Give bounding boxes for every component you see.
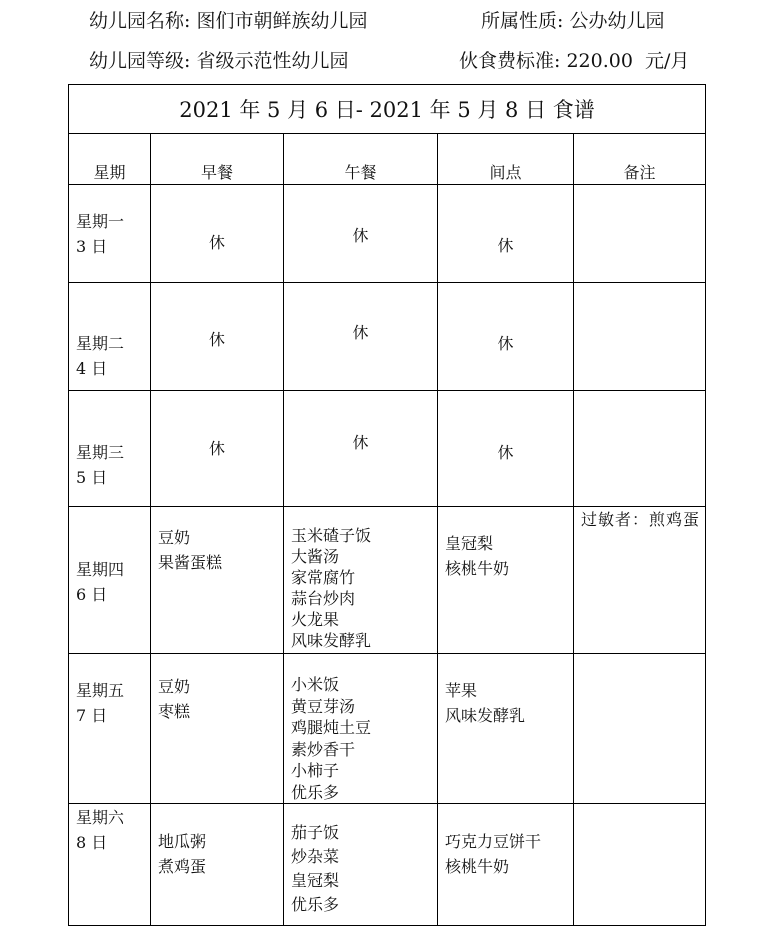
day-date: 3 日 bbox=[76, 237, 108, 256]
row-divider bbox=[68, 390, 706, 391]
breakfast-item: 果酱蛋糕 bbox=[158, 553, 223, 572]
breakfast-cell bbox=[151, 436, 283, 461]
snack-cell bbox=[438, 331, 573, 356]
lunch-item: 蒜台炒肉 bbox=[291, 589, 356, 608]
lunch-cell bbox=[284, 223, 437, 248]
column-divider bbox=[573, 133, 574, 926]
breakfast-item: 地瓜粥 bbox=[158, 832, 207, 851]
column-header-day: 星期 bbox=[93, 163, 126, 182]
day-name: 星期五 bbox=[76, 681, 125, 700]
day-name: 星期二 bbox=[76, 334, 125, 353]
day-date: 6 日 bbox=[76, 585, 108, 604]
kindergarten-name-value: 图们市朝鲜族幼儿园 bbox=[196, 10, 368, 32]
snack-cell bbox=[438, 440, 573, 465]
lunch-item: 黄豆芽汤 bbox=[291, 696, 356, 716]
breakfast-cell bbox=[158, 829, 206, 879]
lunch-item: 优乐多 bbox=[291, 895, 340, 914]
day-date: 4 日 bbox=[76, 359, 108, 378]
menu-title: 2021 年 5 月 6 日- 2021 年 5 月 8 日 食谱 bbox=[179, 98, 595, 122]
day-cell bbox=[76, 440, 124, 490]
lunch-cell bbox=[291, 525, 371, 651]
kindergarten-type bbox=[481, 6, 664, 33]
snack-item: 皇冠梨 bbox=[445, 534, 494, 553]
snack-item: 休 bbox=[497, 334, 514, 353]
lunch-item: 火龙果 bbox=[291, 610, 340, 629]
day-cell bbox=[76, 209, 124, 259]
day-cell bbox=[76, 805, 124, 855]
row-divider bbox=[68, 803, 706, 804]
note-cell: 过敏者：煎鸡蛋 bbox=[581, 510, 701, 529]
lunch-item: 休 bbox=[352, 323, 369, 342]
table-title-divider bbox=[68, 133, 706, 134]
kindergarten-name-label: 幼儿园名称: bbox=[89, 10, 191, 32]
day-cell bbox=[76, 331, 124, 381]
lunch-item: 优乐多 bbox=[291, 782, 340, 802]
kindergarten-type-label: 所属性质: bbox=[481, 10, 564, 32]
day-date: 7 日 bbox=[76, 706, 108, 725]
meal-fee-label: 伙食费标准: bbox=[459, 50, 561, 72]
breakfast-item: 休 bbox=[208, 233, 225, 252]
breakfast-item: 枣糕 bbox=[158, 702, 191, 721]
snack-cell bbox=[445, 678, 525, 728]
column-header-notes: 备注 bbox=[623, 163, 656, 182]
lunch-cell bbox=[291, 674, 371, 803]
lunch-item: 皇冠梨 bbox=[291, 871, 340, 890]
lunch-item: 小柿子 bbox=[291, 761, 340, 780]
table-border-left bbox=[68, 84, 69, 926]
lunch-item: 休 bbox=[352, 433, 369, 452]
kindergarten-grade bbox=[89, 46, 348, 73]
day-name: 星期三 bbox=[76, 443, 125, 462]
lunch-item: 鸡腿炖土豆 bbox=[291, 718, 372, 737]
breakfast-item: 豆奶 bbox=[158, 677, 191, 696]
snack-item: 风味发酵乳 bbox=[445, 706, 526, 725]
kindergarten-type-value: 公办幼儿园 bbox=[569, 10, 665, 32]
snack-item: 苹果 bbox=[445, 681, 478, 700]
lunch-item: 大酱汤 bbox=[291, 547, 340, 566]
lunch-cell bbox=[284, 430, 437, 455]
kindergarten-grade-label: 幼儿园等级: bbox=[89, 50, 191, 72]
column-header-lunch: 午餐 bbox=[344, 163, 377, 182]
lunch-item: 风味发酵乳 bbox=[291, 631, 372, 650]
day-name: 星期一 bbox=[76, 212, 125, 231]
meal-fee-unit: 元/月 bbox=[644, 50, 690, 72]
lunch-cell bbox=[291, 821, 339, 917]
day-cell bbox=[76, 557, 124, 607]
table-header-divider bbox=[68, 184, 706, 185]
column-header-snack: 间点 bbox=[489, 163, 522, 182]
day-date: 5 日 bbox=[76, 468, 108, 487]
breakfast-cell bbox=[158, 674, 190, 724]
lunch-item: 素炒香干 bbox=[291, 739, 356, 759]
snack-cell bbox=[445, 829, 541, 879]
snack-item: 休 bbox=[497, 443, 514, 462]
lunch-item: 茄子饭 bbox=[291, 823, 340, 842]
table-border-bottom bbox=[68, 925, 706, 926]
table-border-right bbox=[705, 84, 706, 926]
snack-item: 核桃牛奶 bbox=[445, 857, 510, 876]
lunch-cell bbox=[284, 320, 437, 345]
snack-item: 核桃牛奶 bbox=[445, 559, 510, 578]
lunch-item: 小米饭 bbox=[291, 675, 340, 694]
breakfast-item: 豆奶 bbox=[158, 528, 191, 547]
kindergarten-grade-value: 省级示范性幼儿园 bbox=[196, 50, 349, 72]
breakfast-cell bbox=[151, 230, 283, 255]
meal-fee-value: 220.00 bbox=[566, 50, 633, 72]
snack-cell bbox=[438, 233, 573, 258]
meal-fee-standard bbox=[459, 46, 689, 73]
day-cell bbox=[76, 678, 124, 728]
lunch-item: 炒杂菜 bbox=[291, 847, 340, 866]
breakfast-cell bbox=[158, 525, 222, 575]
lunch-item: 休 bbox=[352, 226, 369, 245]
breakfast-item: 休 bbox=[208, 330, 225, 349]
snack-item: 休 bbox=[497, 236, 514, 255]
row-divider bbox=[68, 282, 706, 283]
breakfast-cell bbox=[151, 327, 283, 352]
lunch-item: 家常腐竹 bbox=[291, 568, 356, 587]
column-divider bbox=[283, 133, 284, 926]
breakfast-item: 煮鸡蛋 bbox=[158, 857, 207, 876]
breakfast-item: 休 bbox=[208, 439, 225, 458]
kindergarten-name bbox=[89, 6, 367, 33]
snack-cell bbox=[445, 531, 509, 581]
snack-item: 巧克力豆饼干 bbox=[445, 832, 542, 851]
day-name: 星期六 bbox=[76, 808, 125, 827]
column-header-breakfast: 早餐 bbox=[200, 163, 233, 182]
row-divider bbox=[68, 653, 706, 654]
day-date: 8 日 bbox=[76, 833, 108, 852]
day-name: 星期四 bbox=[76, 560, 125, 579]
lunch-item: 玉米碴子饭 bbox=[291, 526, 372, 545]
